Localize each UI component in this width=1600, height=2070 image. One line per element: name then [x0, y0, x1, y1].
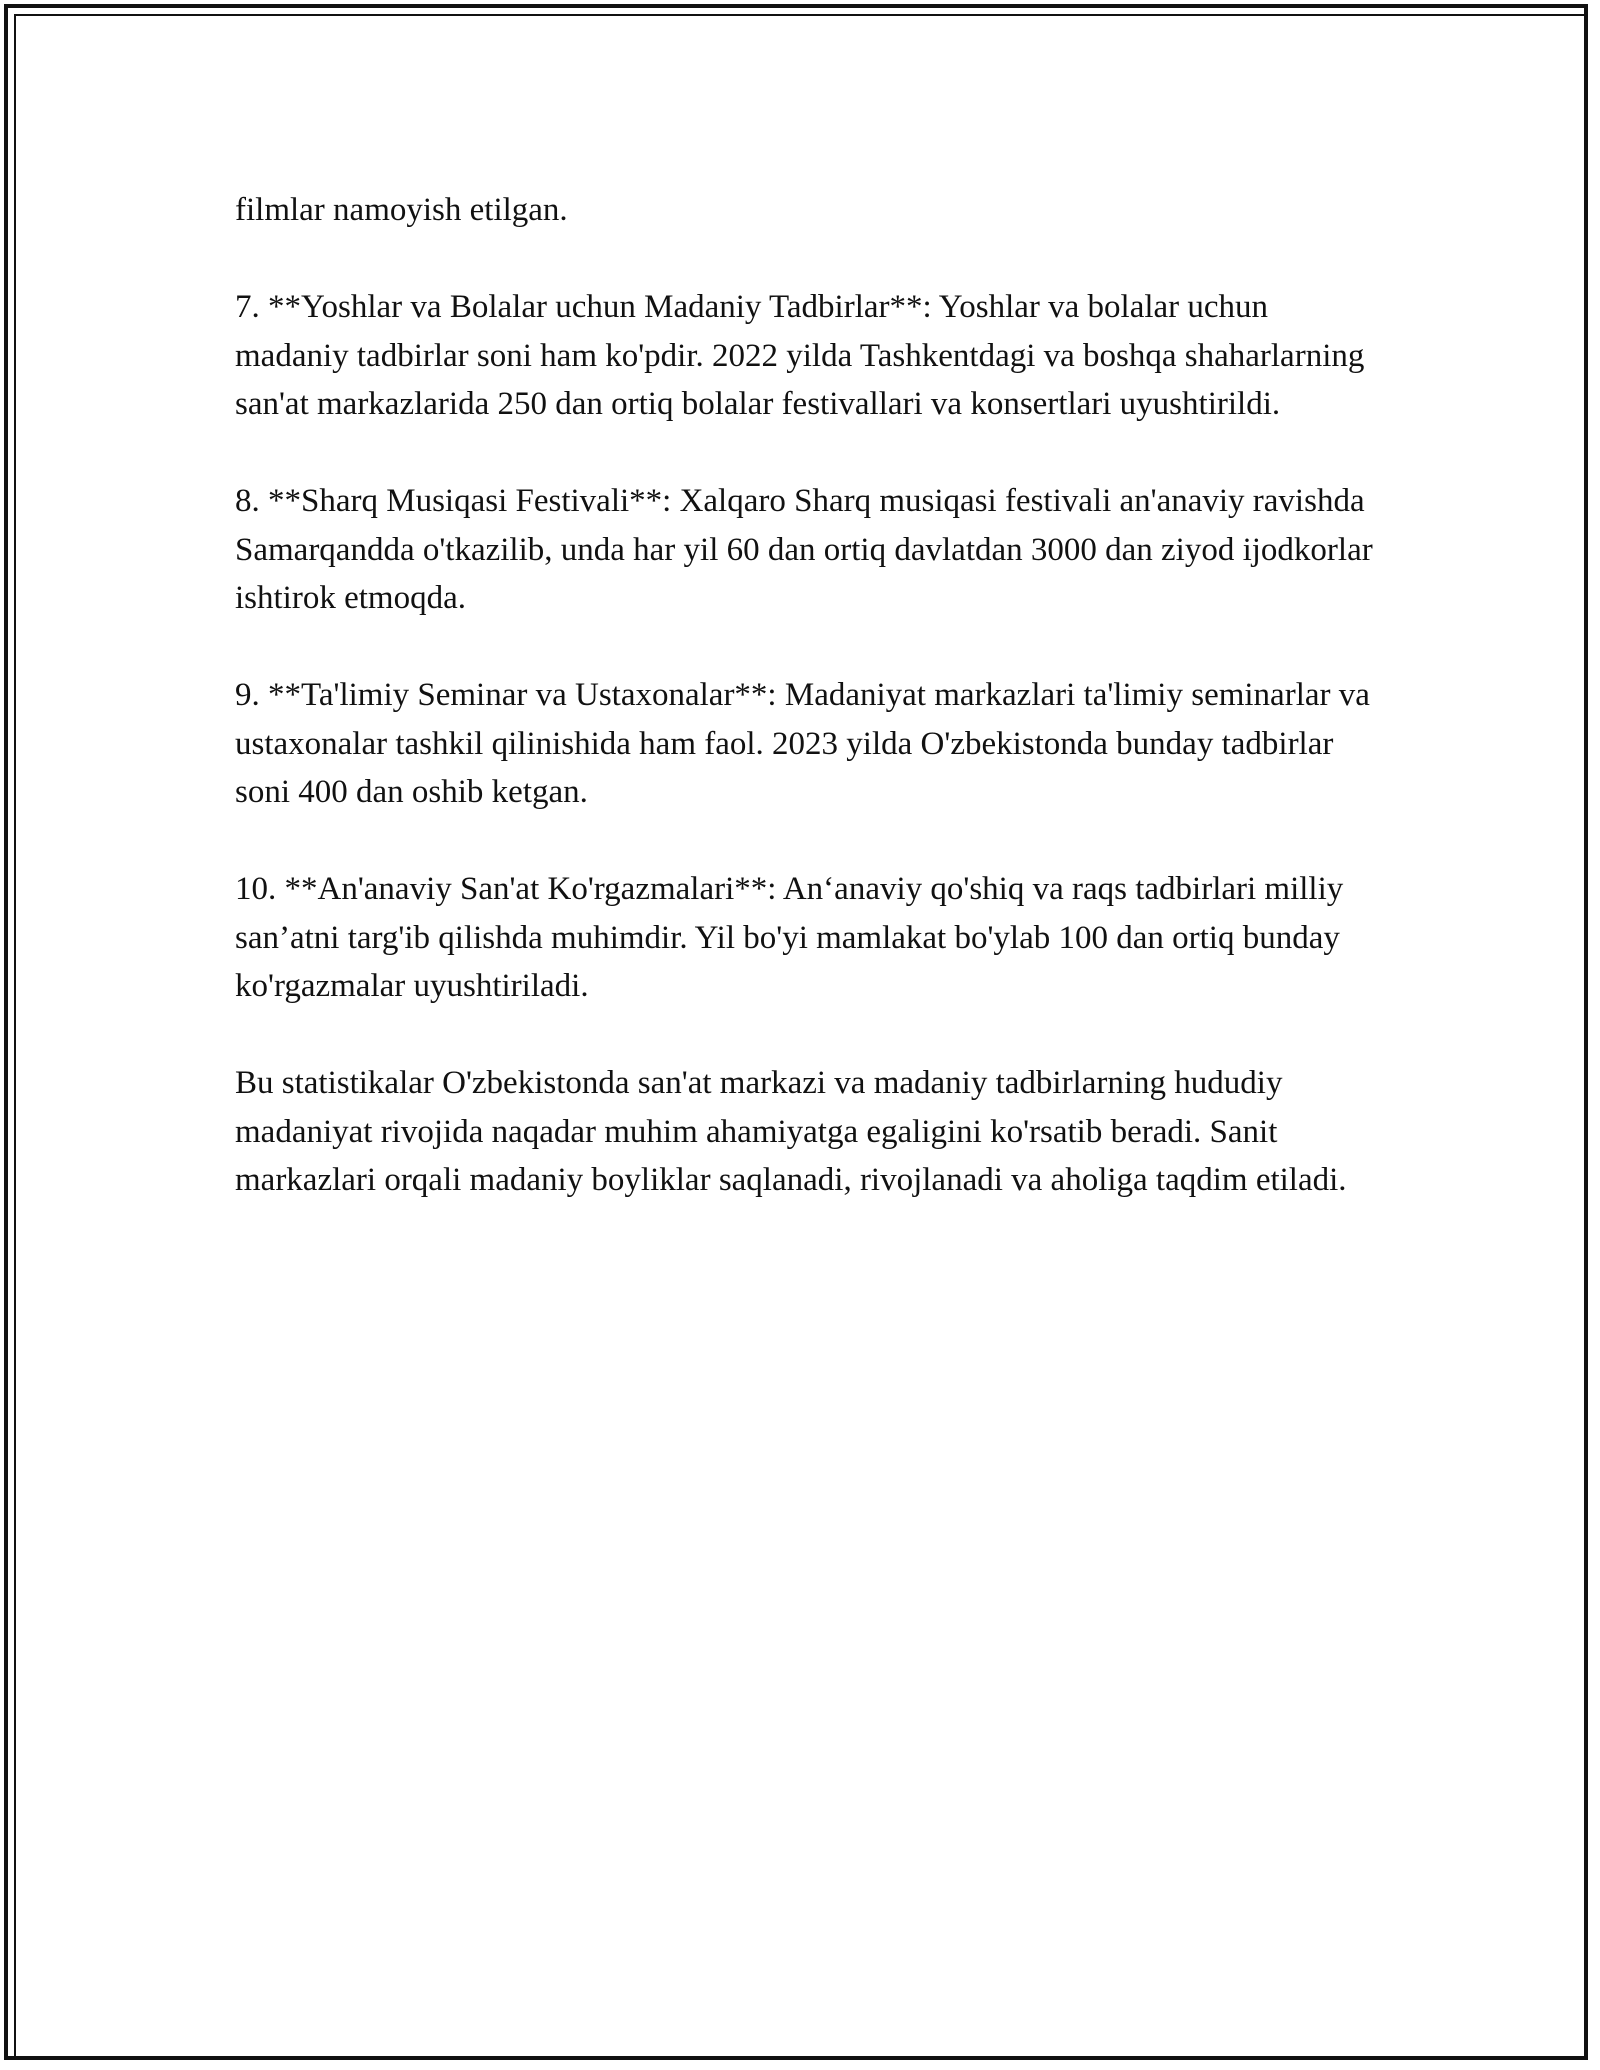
document-body — [235, 186, 1385, 1253]
paragraph-continuation: filmlar namoyish etilgan. — [235, 192, 568, 228]
paragraph-item-7: 7. **Yoshlar va Bolalar uchun Madaniy Tadbirlar**: Yoshlar va bolalar uchun madaniy tadbirlar soni ham ko'pdir. 2022 yilda Tashkentdagi va boshqa shaharlarning san'at markazlarida 250 dan ortiq bolalar festivallari va konsertlari uyushtirildi. — [235, 289, 1365, 422]
paragraph-item-9: 9. **Ta'limiy Seminar va Ustaxonalar**: Madaniyat markazlari ta'limiy seminarlar va ustaxonalar tashkil qilinishida ham faol. 2023 yilda O'zbekistonda bunday tadbirlar soni 400 dan oshib ketgan. — [235, 677, 1370, 810]
paragraph-item-8: 8. **Sharq Musiqasi Festivali**: Xalqaro Sharq musiqasi festivali an'anaviy ravishda Samarqandda o'tkazilib, unda har yil 60 dan ortiq davlatdan 3000 dan ziyod ijodkorlar ishtirok etmoqda. — [235, 483, 1373, 616]
paragraph-conclusion: Bu statistikalar O'zbekistonda san'at markazi va madaniy tadbirlarning hududiy madaniyat rivojida naqadar muhim ahamiyatga egaligini ko'rsatib beradi. Sanit markazlari orqali madaniy boyliklar saqlanadi, rivojlanadi va aholiga taqdim etiladi. — [235, 1065, 1347, 1198]
paragraph-item-10: 10. **An'anaviy San'at Ko'rgazmalari**: An‘anaviy qo'shiq va raqs tadbirlari milliy san’atni targ'ib qilishda muhimdir. Yil bo'yi mamlakat bo'ylab 100 dan ortiq bunday ko'rgazmalar uyushtiriladi. — [235, 871, 1344, 1004]
